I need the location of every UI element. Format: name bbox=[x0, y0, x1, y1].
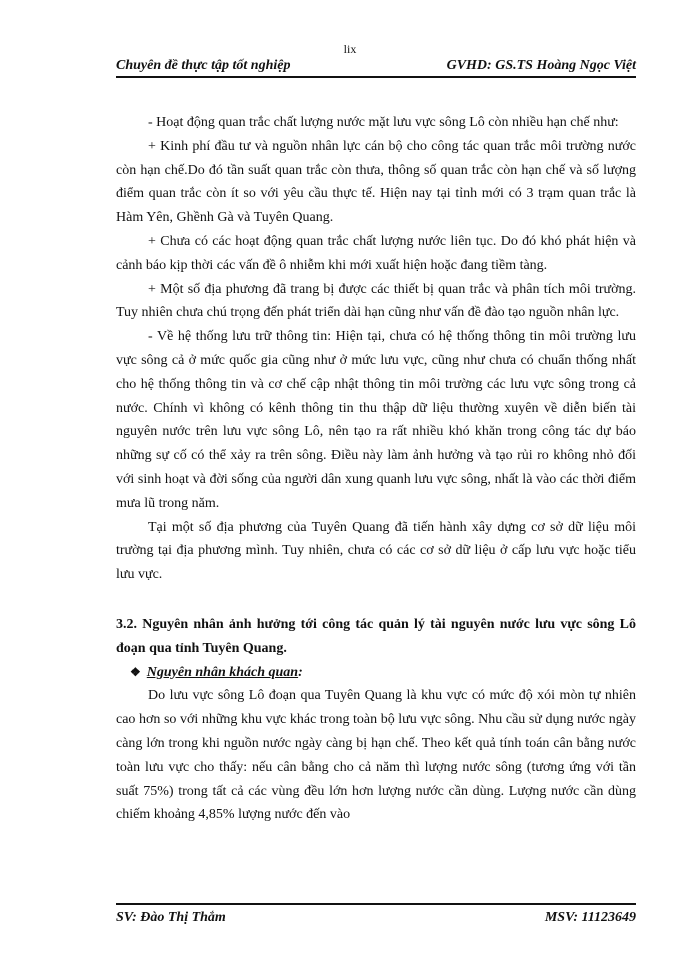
paragraph: + Một số địa phương đã trang bị được các thiết bị quan trắc và phân tích môi trường. Tuy nhiên chưa chú trọng đến phát triển dài hạn cũng như vấn đề đào tạo nguồn nhân lực. bbox=[116, 281, 636, 321]
footer-student-id: MSV: 11123649 bbox=[544, 910, 636, 925]
paragraph: - Hoạt động quan trắc chất lượng nước mặt lưu vực sông Lô còn nhiều hạn chế như: bbox=[148, 115, 619, 130]
subheading bbox=[116, 661, 636, 685]
subheading-suffix: : bbox=[298, 664, 303, 680]
header-left-title: Chuyên đề thực tập tốt nghiệp bbox=[116, 58, 291, 73]
page-number: lix bbox=[343, 42, 357, 56]
paragraph: + Kinh phí đầu tư và nguồn nhân lực cán bộ cho công tác quan trắc môi trường nước còn hạn chế.Do đó tần suất quan trắc còn thưa, thông số quan trắc còn hạn chế và số lượng điểm quan trắc còn ít so với yêu cầu thực tế. Hiện nay tại tỉnh mới có 3 trạm quan trắc là Hàm Yên, Ghềnh Gà và Tuyên Quang. bbox=[116, 138, 636, 226]
subheading-title: Nguyên nhân khách quan bbox=[146, 664, 299, 680]
page-header bbox=[116, 54, 636, 78]
section-heading: 3.2. Nguyên nhân ảnh hưởng tới công tác quản lý tài nguyên nước lưu vực sông Lô đoạn qua tỉnh Tuyên Quang. bbox=[116, 616, 636, 656]
document-body bbox=[116, 111, 636, 827]
diamond-bullet-icon: ❖ bbox=[130, 664, 141, 679]
paragraph: - Về hệ thống lưu trữ thông tin: Hiện tại, chưa có hệ thống thông tin môi trường lưu vực sông cả ở mức quốc gia cũng như ở mức lưu vực, cũng như chưa có chuẩn thống nhất cho hệ thống thông tin và cơ chế cập nhật thông tin môi trường các lưu vực sông trong cả nước. Chính vì không có kênh thông tin thu thập dữ liệu thường xuyên về diễn biến tài nguyên nước trên lưu vực sông Lô, nên tạo ra rất nhiều khó khăn trong công tác dự báo những sự cố có thể xảy ra trên sông. Điều này làm ảnh hưởng và tạo rủi ro không nhỏ đối với sinh hoạt và đời sống của người dân xung quanh lưu vực sông, nhất là vào các thời điểm mưa lũ trong năm. bbox=[116, 329, 636, 511]
paragraph: Tại một số địa phương của Tuyên Quang đã tiến hành xây dựng cơ sở dữ liệu môi trường tại địa phương mình. Tuy nhiên, chưa có các cơ sở dữ liệu ở cấp lưu vực hoặc tiểu lưu vực. bbox=[116, 519, 636, 583]
page-footer bbox=[116, 903, 636, 926]
header-right-supervisor: GVHD: GS.TS Hoàng Ngọc Việt bbox=[446, 58, 636, 73]
paragraph: Do lưu vực sông Lô đoạn qua Tuyên Quang là khu vực có mức độ xói mòn tự nhiên cao hơn so với những khu vực khác trong toàn bộ lưu vực sông. Nhu cầu sử dụng nước ngày càng lớn trong khi nguồn nước ngày càng bị hạn chế. Theo kết quả tính toán cân bằng nước toàn lưu vực cho thấy: nếu cân bằng cho cả năm thì lượng nước sông (tương ứng với tần suất 75%) trong tất cả các vùng đều lớn hơn lượng nước cần dùng. Lượng nước cần dùng chiếm khoảng 4,85% lượng nước đến vào bbox=[116, 688, 636, 823]
paragraph: + Chưa có các hoạt động quan trắc chất lượng nước liên tục. Do đó khó phát hiện và cảnh báo kịp thời các vấn đề ô nhiễm khi mới xuất hiện hoặc đang tiềm tàng. bbox=[116, 233, 636, 273]
footer-student: SV: Đào Thị Thắm bbox=[116, 910, 226, 925]
